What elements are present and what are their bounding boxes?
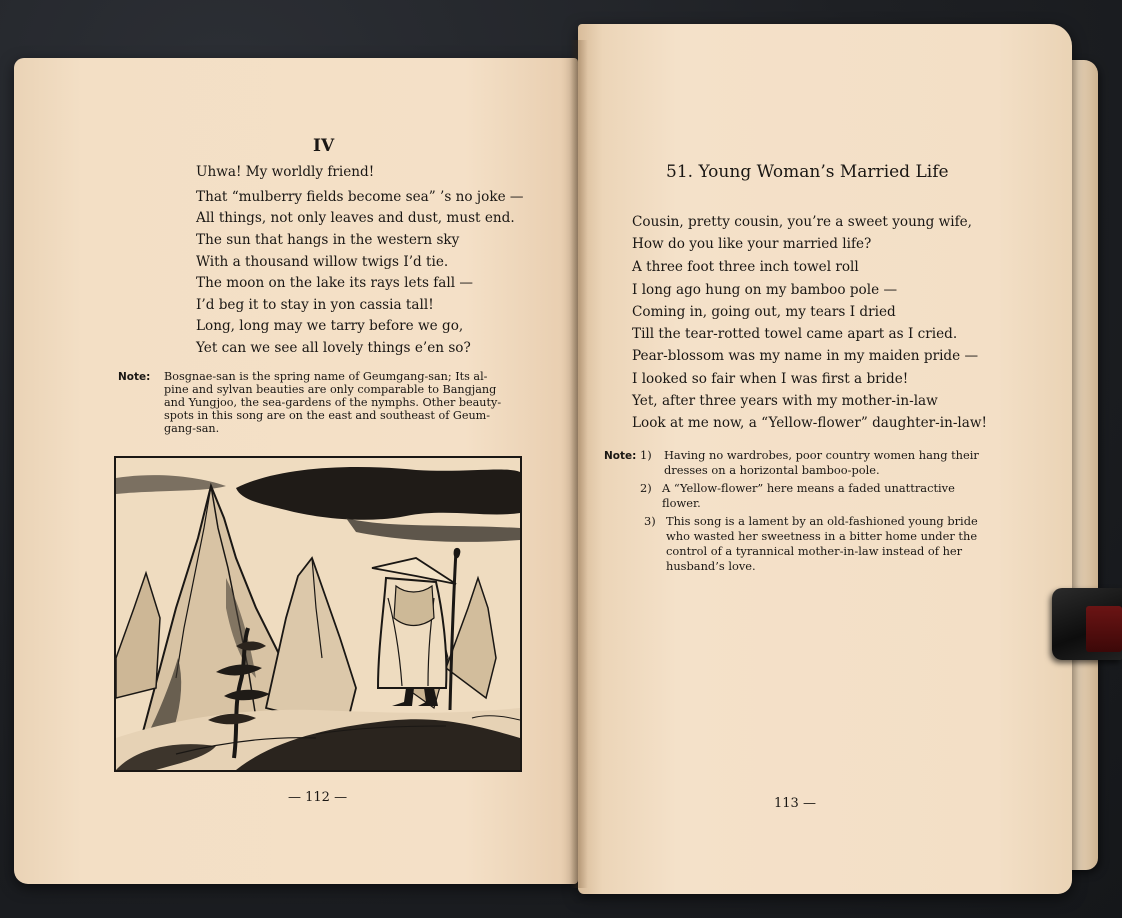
note-line: flower. (662, 496, 701, 510)
note-line: dresses on a horizontal bamboo-pole. (664, 463, 880, 477)
book-gutter (570, 40, 588, 888)
right-page-number: 113 — (774, 796, 816, 811)
note-line: and Yungjoo, the sea-gardens of the nymphs. Other beauty- (164, 396, 502, 409)
left-poem-line: The moon on the lake its rays lets fall — (196, 275, 474, 291)
note-marker: 2) (640, 481, 652, 495)
left-poem-line: All things, not only leaves and dust, must end. (196, 210, 515, 226)
left-poem-line: The sun that hangs in the western sky (196, 232, 460, 248)
left-poem-line: Yet can we see all lovely things e’en so? (196, 340, 471, 356)
note-line: pine and sylvan beauties are only comparable to Bangjang (164, 383, 497, 396)
right-poem-line: Yet, after three years with my mother-in-law (632, 393, 938, 409)
left-page-number: — 112 — (288, 790, 348, 805)
right-poem-line: Till the tear-rotted towel came apart as I cried. (632, 326, 958, 342)
left-poem-line: With a thousand willow twigs I’d tie. (196, 254, 449, 270)
clip-band (1086, 606, 1122, 652)
binder-clip (1052, 588, 1122, 660)
right-poem-line: Coming in, going out, my tears I dried (632, 304, 896, 320)
left-poem-line: I’d beg it to stay in yon cassia tall! (196, 297, 434, 313)
right-poem-line: Look at me now, a “Yellow-flower” daughter-in-law! (632, 415, 987, 431)
note-line: gang-san. (164, 422, 220, 435)
note-line: Bosgnae-san is the spring name of Geumgang-san; Its al- (164, 370, 488, 383)
note-line: who wasted her sweetness in a bitter home under the (666, 529, 978, 543)
note-line: This song is a lament by an old-fashioned young bride (666, 514, 978, 528)
note-label: Note: (118, 371, 151, 383)
section-numeral: IV (313, 136, 335, 156)
note-line: control of a tyrannical mother-in-law instead of her (666, 544, 963, 558)
right-poem-line: How do you like your married life? (632, 236, 872, 252)
note-line: spots in this song are on the east and southeast of Geum- (164, 409, 491, 422)
right-poem-line: I long ago hung on my bamboo pole — (632, 282, 898, 298)
note-label: Note: (604, 450, 637, 462)
right-poem-line: Cousin, pretty cousin, you’re a sweet young wife, (632, 214, 972, 230)
right-poem-line: Pear-blossom was my name in my maiden pride — (632, 348, 979, 364)
note-line: A “Yellow-flower” here means a faded unattractive (662, 481, 955, 495)
ink-illustration-mountains-traveler (114, 456, 522, 772)
note-marker: 1) (640, 448, 652, 462)
note-line: Having no wardrobes, poor country women hang their (664, 448, 979, 462)
left-poem-line: Long, long may we tarry before we go, (196, 318, 464, 334)
note-line: husband’s love. (666, 559, 756, 573)
poem-title: 51. Young Woman’s Married Life (666, 162, 949, 182)
left-poem-line: Uhwa! My worldly friend! (196, 164, 375, 180)
right-poem-line: A three foot three inch towel roll (632, 259, 859, 275)
left-note (118, 370, 538, 440)
right-notes (604, 448, 1004, 578)
left-poem-line: That “mulberry fields become sea” ’s no joke — (196, 189, 524, 205)
right-poem-line: I looked so fair when I was first a bride! (632, 371, 909, 387)
note-marker: 3) (644, 514, 656, 528)
